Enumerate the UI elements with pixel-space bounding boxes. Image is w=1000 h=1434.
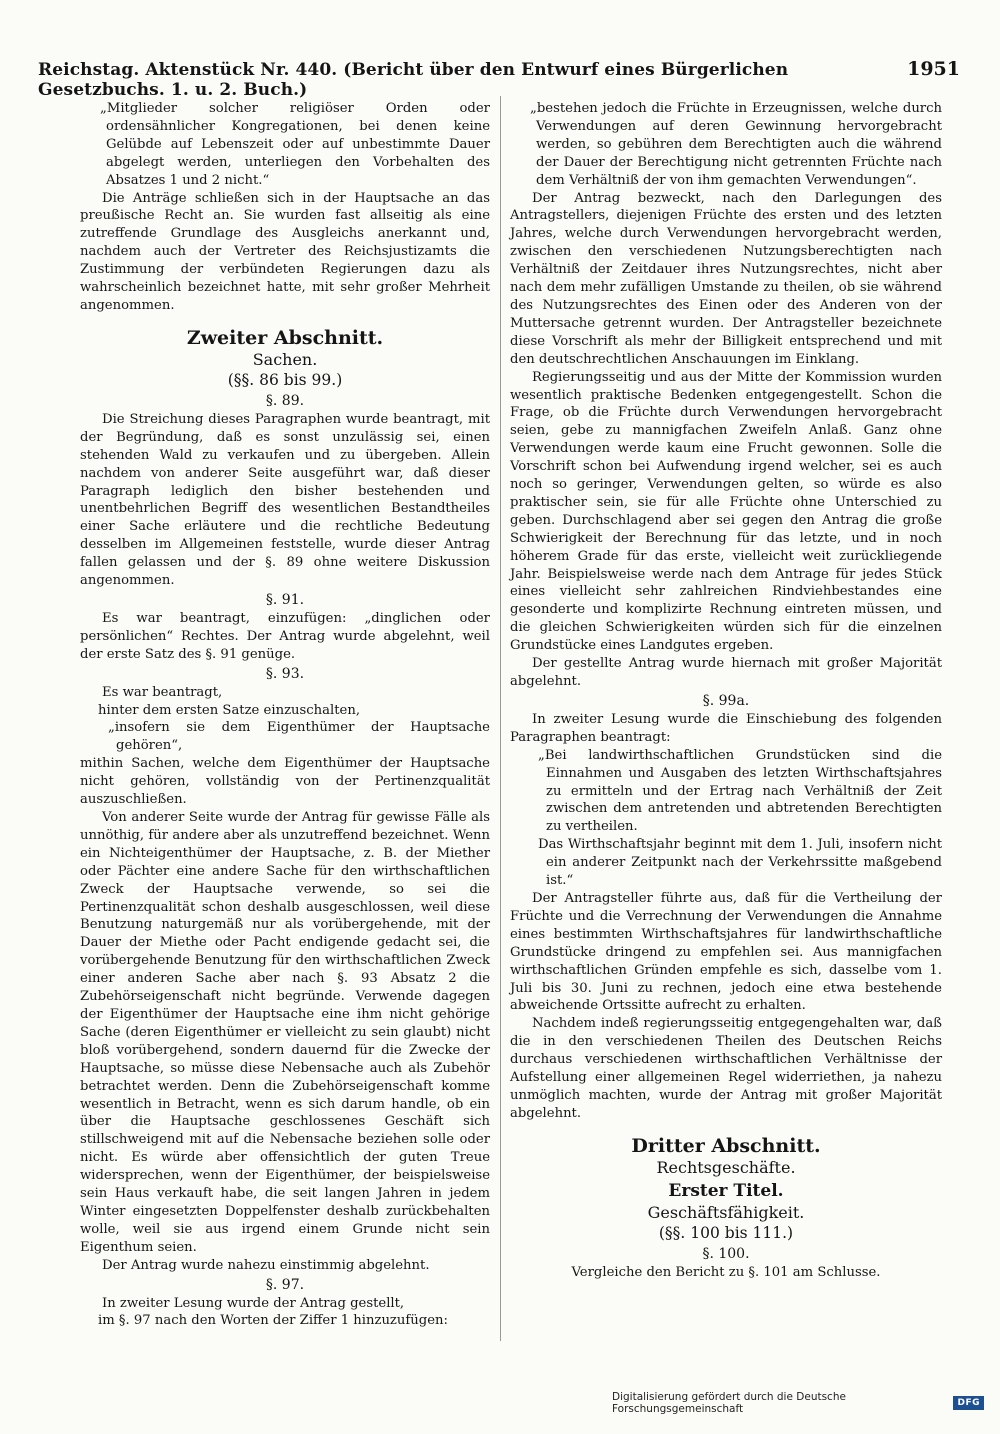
page-number: 1951 [907,58,960,80]
paragraph: In zweiter Lesung wurde die Einschiebung des folgenden Paragraphen beantragt: [510,711,942,745]
quoted-provision: „Mitglieder solcher religiöser Orden oder ordensähnlicher Kongregationen, bei denen keine Gelübde auf Lebenszeit oder auf unbestimmte Dauer abgelegt werden, unterliegen den Vorbehalten des Absatzes 1 und 2 nicht.“ [100,101,490,188]
paragraph: Es war beantragt, einzufügen: „dinglichen oder persönlichen“ Rechtes. Der Antrag wurde abgelehnt, weil der erste Satz des §. 91 genüge. [80,610,490,662]
title-range: (§§. 100 bis 111.) [658,1223,794,1242]
paragraph: Der Antrag wurde nahezu einstimmig abgelehnt. [102,1257,430,1273]
paragraph: Vergleiche den Bericht zu §. 101 am Schlusse. [571,1264,881,1280]
paragraph: Regierungsseitig und aus der Mitte der Kommission wurden wesentlich praktische Bedenken entgegengestellt. Schon die Frage, ob die Früchte durch Verwendungen hervorgebracht seien, gebe zu mannigfachen Zweifeln Anlaß. Ganz ohne Verwendungen werde kaum eine Frucht gewonnen. Solle die Vorschrift schon bei Aufwendung irgend welcher, sei es auch noch so geringer, Verwendungen gelten, so würde es also praktischer sein, sie für alle Früchte ohne Unterschied zu geben. Durchschlagend aber sei gegen den Antrag die große Schwierigkeit der Berechnung für das letzte, und in noch höherem Grade für das erste, vielleicht weit zurückliegende Jahr. Beispielsweise werde nach dem Antrage für jedes Stück eines vielleicht sehr zahlreichen Rindviehbestandes eine gesonderte und komplizirte Rechnung eintreten müssen, und die gleichen Schwierigkeiten würden sich für die einzelnen Grundstücke eines Landgutes ergeben. [510,369,942,654]
right-column [510,100,942,1282]
digitization-footer [612,1391,984,1415]
paragraph: In zweiter Lesung wurde der Antrag gestellt, [102,1295,405,1311]
footer-text: Digitalisierung gefördert durch die Deutsche Forschungsgemeinschaft [612,1391,846,1415]
quoted-provision: „bestehen jedoch die Früchte in Erzeugnissen, welche durch Verwendungen auf deren Gewinnung hervorgebracht werden, so gebühren dem Berechtigten auch die während der Dauer der Berechtigung nicht getrennten Früchte nach dem Verhältniß der von ihm gemachten Verwendungen“. [530,101,942,188]
quoted-provision: Das Wirthschaftsjahr beginnt mit dem 1. Juli, insofern nicht ein anderer Zeitpunkt nach der Verkehrssitte maßgebend ist.“ [538,837,942,889]
running-title: Reichstag. Aktenstück Nr. 440. (Bericht über den Entwurf eines Bürgerlichen Gesetzbuchs. 1. u. 2. Buch.) [38,60,789,100]
paragraph-number: §. 99a. [702,692,750,709]
paragraph: Von anderer Seite wurde der Antrag für gewisse Fälle als unnöthig, für andere aber als unzutreffend bezeichnet. Wenn ein Nichteigenthümer der Hauptsache, z. B. der Miether oder Pächter eine andere Sache für den wirthschaftlichen Zweck der Hauptsache verwende, so sei die Pertinenzqualität schon deshalb ausgeschlossen, weil diese Benutzung naturgemäß nur als vorübergehende, mit der Dauer der Miethe oder Pacht endigende gedacht sei, die vorübergehende Benutzung für den wirthschaftlichen Zweck einer anderen Sache aber nach §. 93 Absatz 2 die Zubehörseigenschaft nicht begründe. Verwende dagegen der Eigenthümer der Hauptsache eine ihm nicht gehörige Sache (deren Eigenthümer er vielleicht zu sein glaubt) nicht bloß vorübergehend, sondern dauernd für die Zwecke der Hauptsache, so müsse diese Nebensache auch als Zubehör betrachtet werden. Denn die Zubehörseigenschaft komme wesentlich in Betracht, wenn es sich darum handle, ob ein über die Hauptsache geschlossenes Geschäft sich stillschweigend mit auf die Nebensache beziehen solle oder nicht. Es würde aber offensichtlich der guten Treue widersprechen, wenn der Eigenthümer, der beispielsweise sein Haus verkauft habe, die seit langen Jahren in jedem Winter eingesetzten Doppelfenster deshalb zurückbehalten wolle, weil sie aus irgend einem Grunde nicht sein Eigenthum seien. [80,810,490,1255]
dfg-logo: DFG [953,1396,984,1410]
section-subheading: Sachen. [252,349,318,369]
paragraph: Nachdem indeß regierungsseitig entgegengehalten war, daß die in den verschiedenen Theilen des Deutschen Reichs durchaus verschiedenen wirthschaftlichen Verhältnisse der Aufstellung einer allgemeinen Regel widerriethen, ja nahezu unmöglich machten, wurde der Antrag mit großer Majorität abgelehnt. [510,1016,942,1121]
paragraph: Der Antrag bezweckt, nach den Darlegungen des Antragstellers, diejenigen Früchte des ersten und des letzten Jahres, welche durch Verwendungen hervorgebracht werden, zwischen den verschiedenen Nutzungsberechtigten nach Verhältniß der Zeitdauer ihres Nutzungsrechtes, nicht aber nach dem mehr zufälligen Umstande zu theilen, ob sie während des Nutzungsrechtes des Einen oder des Anderen von der Muttersache getrennt wurden. Der Antragsteller bezeichnete diese Vorschrift als mehr der Billigkeit entsprechend und mit den deutschrechtlichen Anschauungen im Einklang. [510,190,942,367]
section-subheading: Rechtsgeschäfte. [656,1157,796,1177]
title-subheading: Geschäftsfähigkeit. [647,1202,805,1222]
quoted-provision: „insofern sie dem Eigenthümer der Hauptsache gehören“, [108,720,490,754]
paragraph-number: §. 91. [265,591,305,608]
paragraph: Die Streichung dieses Paragraphen wurde beantragt, mit der Begründung, daß es sonst unzulässig sei, einen stehenden Wald zu verkaufen und zu übergeben. Allein nachdem von anderer Seite ausgeführt war, daß dieser Paragraph lediglich den bisher bestehenden und unentbehrlichen Begriff des wesentlichen Bestandtheiles einer Sache erläutere und die rechtliche Bedeutung desselben im Allgemeinen feststelle, wurde dieser Antrag fallen gelassen und der §. 89 ohne weitere Diskussion angenommen. [80,411,490,589]
paragraph: Die Anträge schließen sich in der Hauptsache an das preußische Recht an. Sie wurden fast allseitig als eine zutreffende Grundlage des Ausgleichs anerkannt und, nachdem auch der Vertreter des Reichsjustizamts die Zustimmung der verbündeten Regierungen dazu als wahrscheinlich bezeichnet hatte, mit sehr großer Mehrheit angenommen. [80,190,490,313]
quoted-provision: „Bei landwirthschaftlichen Grundstücken sind die Einnahmen und Ausgaben des letzten Wirthschaftsjahres zu ermitteln und der Ertrag nach Verhältniß der Zeit zwischen dem antretenden und abtretenden Berechtigten zu vertheilen. [538,747,942,835]
section-range: (§§. 86 bis 99.) [227,370,343,389]
section-heading: Dritter Abschnitt. [631,1134,821,1157]
paragraph: Es war beantragt, [102,684,223,700]
paragraph: Der gestellte Antrag wurde hiernach mit großer Majorität abgelehnt. [510,656,942,689]
page-header [38,58,960,100]
section-heading: Zweiter Abschnitt. [186,326,384,349]
paragraph: im §. 97 nach den Worten der Ziffer 1 hinzuzufügen: [98,1313,448,1329]
paragraph-number: §. 100. [702,1245,750,1262]
paragraph: hinter dem ersten Satze einzuschalten, [98,702,361,718]
title-heading: Erster Titel. [668,1180,784,1201]
paragraph-number: §. 89. [265,392,305,409]
left-column [80,100,490,1330]
paragraph-number: §. 93. [265,665,305,682]
paragraph-number: §. 97. [265,1276,305,1293]
paragraph: mithin Sachen, welche dem Eigenthümer der Hauptsache nicht gehören, vollständig von der Pertinenzqualität auszuschließen. [80,756,490,808]
paragraph: Der Antragsteller führte aus, daß für die Vertheilung der Früchte und die Verrechnung der Verwendungen die Annahme eines bestimmten Wirthschaftsjahres für landwirthschaftliche Grundstücke dringend zu empfehlen sei. Aus mannigfachen wirthschaftlichen Gründen empfehle es sich, dasselbe vom 1. Juli bis 30. Juni zu rechnen, jedoch eine etwa bestehende abweichende Ortssitte aufrecht zu erhalten. [510,890,942,1014]
column-divider [500,96,501,1341]
